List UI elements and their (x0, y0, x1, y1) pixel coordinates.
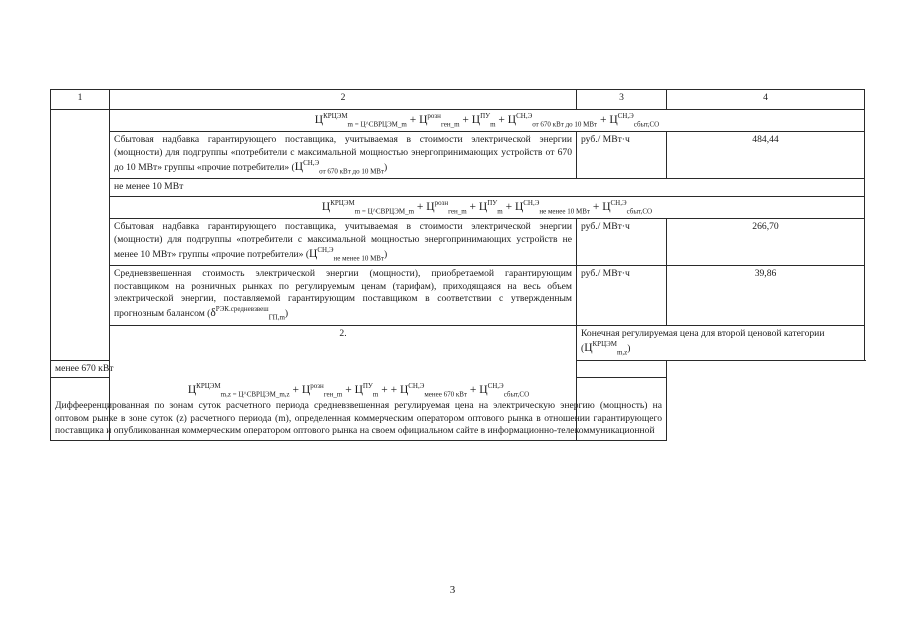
section-label-less-670: менее 670 кВт (51, 360, 667, 377)
price-symbol: $Ц^{КРЦЭМ}_{m = Ц\^{}СВРЦЭМ\_m}$ (321, 198, 415, 215)
price-symbol: $Ц^{СН,Э}_{не менее 10 МВт}$ (514, 198, 590, 215)
price-symbol: $Ц^{СН,Э}_{от 670 кВт до 10 МВт}$ (294, 159, 385, 176)
value-cell: 266,70 (667, 219, 865, 266)
section-row (51, 360, 865, 377)
header-col-3: 3 (577, 90, 667, 110)
row-b-text: Сбытовая надбавка гарантирующего поставщика, учитываемая в стоимости электрической энергии (мощности) для подгруппы «потребители с максимальной мощностью энергопринимающих устройств не менее 10 МВт» группы «прочие потребители» $(Ц^{СН,Э}_{не менее 10 МВт})$ (114, 221, 572, 263)
item-1-number-cell (51, 110, 110, 361)
price-symbol: $Ц^{ПУ}_m$ (478, 198, 503, 215)
weighted-cost-description (110, 266, 577, 326)
price-symbol: $Ц^{СН,Э}_{сбыт,СО}$ (602, 198, 653, 215)
unit-cell: руб./ МВт·ч (577, 219, 667, 266)
header-col-2: 2 (110, 90, 577, 110)
row-a-text: Сбытовая надбавка гарантирующего поставщика, учитываемая в стоимости электрической энергии (мощности) для подгруппы «потребители с максимальной мощностью энергопринимающих устройств от 670 до 10 МВт» группы «прочие потребители» $(Ц^{СН,Э}_{от 670 кВт до 10 МВт})$ (114, 134, 572, 176)
price-symbol: $Ц^{КРЦЭМ}_{m,z}$ (584, 340, 628, 357)
price-symbol: $Ц^{розн}_{ген\_m}$ (419, 112, 460, 129)
value-cell: 39,86 (667, 266, 865, 326)
price-symbol: $Ц^{СН,Э}_{сбыт,СО}$ (609, 112, 660, 129)
formula-2-text: $Ц^{КРЦЭМ}_{m = Ц\^{}СВРЦЭМ\_m} + Ц^{розн}_{ген\_m} + Ц^{ПУ}_m + Ц^{СН,Э}_{не менее 10 МВт} + Ц^{СН,Э}_{сбыт,СО}$ (321, 198, 653, 215)
header-col-1: 1 (51, 90, 110, 110)
price-symbol: $\delta^{РЭК.средневзвеш}_{ГП,m}$ (210, 305, 285, 322)
price-symbol: $Ц^{СН,Э}_{сбыт,СО}$ (479, 382, 530, 399)
formula-row-3 (51, 378, 865, 441)
item-2-number: 2. (110, 325, 577, 440)
item-2-title-row (51, 325, 865, 360)
item-2-title (577, 325, 865, 360)
formula-3 (55, 380, 662, 400)
formula-row-1 (51, 110, 865, 132)
formula-1 (110, 110, 865, 132)
value-cell: 484,44 (667, 132, 865, 179)
table-row (51, 266, 865, 326)
table-row (51, 219, 865, 266)
price-symbol: $Ц^{ПУ}_m$ (471, 112, 496, 129)
section-row (51, 179, 865, 196)
price-symbol: $Ц^{КРЦЭМ}_{m,z = Ц\^{}СВРЦЭМ\_m,z}$ (187, 382, 290, 399)
section-label-not-less-10: не менее 10 МВт (110, 179, 865, 196)
table-row (51, 132, 865, 179)
formula-row-2 (51, 196, 865, 218)
price-symbol: $Ц^{КРЦЭМ}_{m = Ц\^{}СВРЦЭМ\_m}$ (314, 112, 407, 129)
price-symbol: $Ц^{СН,Э}_{от 670 кВт до 10 МВт}$ (507, 112, 598, 129)
formula-1-text: $Ц^{КРЦЭМ}_{m = Ц\^{}СВРЦЭМ\_m} + Ц^{розн}_{ген\_m} + Ц^{ПУ}_m + Ц^{СН,Э}_{от 670 кВт до 10 МВт} + Ц^{СН,Э}_{сбыт,СО}$ (314, 112, 660, 129)
unit-cell: руб./ МВт·ч (577, 266, 667, 326)
price-symbol: $Ц^{ПУ}_m$ (354, 382, 379, 399)
formula-3-text: $Ц^{КРЦЭМ}_{m,z = Ц\^{}СВРЦЭМ\_m,z} + Ц^{розн}_{ген\_m} + Ц^{ПУ}_m$ + + $Ц^{СН,Э}_{менее 670 кВт} + Ц^{СН,Э}_{сбыт,СО}$ (187, 382, 530, 399)
price-symbol: $Ц^{СН,Э}_{не менее 10 МВт}$ (309, 246, 385, 263)
row-c-text: Средневзвешенная стоимость электрической энергии (мощности), приобретаемой гарантирующим поставщиком на розничных рынках по регулируемым ценам (тарифам), приходящаяся на весь объем электрической энергии, поставляемой гарантирующим поставщиком в соответствии с утвержденным прогнозным балансом $(\delta^{РЭК.средневзвеш}_{ГП,m})$ (114, 268, 572, 322)
unit-cell: руб./ МВт·ч (577, 132, 667, 179)
price-symbol: $Ц^{розн}_{ген\_m}$ (301, 382, 343, 399)
page-number: 3 (449, 584, 456, 596)
markup-description-670-10 (110, 132, 577, 179)
item-2-title-text: Конечная регулируемая цена для второй ценовой категории $(Ц^{КРЦЭМ}_{m,z})$ (581, 327, 825, 357)
formula-2 (110, 196, 865, 218)
price-symbol: $Ц^{розн}_{ген\_m}$ (426, 198, 467, 215)
item-2-paragraph: Диффееренцированная по зонам суток расчетного периода средневзвешенная регулируемая цена на электрическую энергию (мощность) на оптовом рынке в зоне суток (z) расчетного периода (m), определенная коммерческим оператором оптового рынка в отношении гарантирующего поставщика и опубликованная коммерческим оператором оптового рынка на своем официальном сайте в информационно-телекоммуникационной (55, 400, 662, 437)
tariff-table (50, 89, 865, 441)
formula-3-cell (51, 378, 667, 441)
header-col-4: 4 (667, 90, 865, 110)
markup-description-not-less-10 (110, 219, 577, 266)
table-header-row (51, 90, 865, 110)
price-symbol: $Ц^{СН,Э}_{менее 670 кВт}$ (399, 382, 468, 399)
